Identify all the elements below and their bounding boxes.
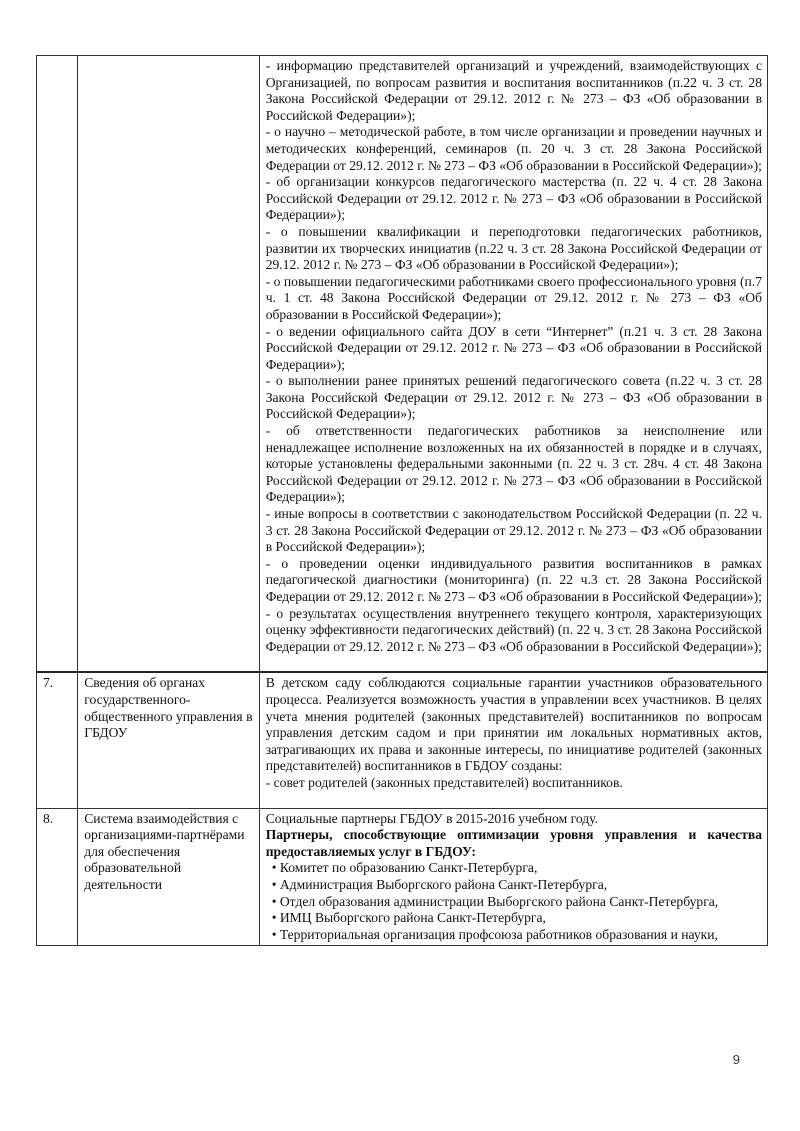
table-row-7: [37, 672, 768, 808]
list-item: - об организации конкурсов педагогического мастерства (п. 22 ч. 4 ст. 28 Закона Российской Федерации от 29.12. 2012 г. № 273 – ФЗ «Об образовании в Российской Федерации»);: [265, 174, 762, 223]
list-item: - о выполнении ранее принятых решений педагогического совета (п.22 ч. 3 ст. 28 Закона Российской Федерации от 29.12. 2012 г. № 273 – ФЗ «Об образовании в Российской Федерации»);: [265, 373, 762, 422]
paragraph: Социальные партнеры ГБДОУ в 2015-2016 учебном году.: [265, 810, 598, 826]
list-item: - о повышении квалификации и переподготовки педагогических работников, развитии их творческих инициатив (п.22 ч. 3 ст. 28 Закона Российской Федерации от 29.12. 2012 г. № 273 – ФЗ «Об образовании в Российской Федерации»);: [265, 223, 762, 273]
spacer: [266, 792, 762, 806]
row-content-cell: [259, 808, 767, 946]
list-item: • ИМЦ Выборгского района Санкт-Петербурга,: [266, 910, 762, 927]
document-table: [36, 55, 768, 946]
list-item: • Администрация Выборгского района Санкт-Петербурга,: [266, 877, 762, 894]
list-item: - об ответственности педагогических работников за неисполнение или ненадлежащее исполнение возложенных на их обязанностей в порядке и в случаях, которые установлены федеральными законными (п. 22 ч. 3 ст. 28ч. 4 ст. 48 Закона Российской Федерации от 29.12. 2012 г. № 273 – ФЗ «Об образовании в Российской Федерации»);: [265, 423, 762, 505]
list-item: - о ведении официального сайта ДОУ в сети “Интернет” (п.21 ч. 3 ст. 28 Закона Российской Федерации от 29.12. 2012 г. № 273 – ФЗ «Об образовании в Российской Федерации»);: [265, 323, 762, 372]
row-number-cell: [37, 56, 78, 673]
list-item: - информацию представителей организаций и учреждений, взаимодействующих с Организацией, по вопросам развития и воспитания воспитанников (п.22 ч. 3 ст. 28 Закона Российской Федерации от 29.12. 2012 г. № 273 – ФЗ «Об образовании в Российской Федерации»);: [265, 58, 762, 123]
paragraph: В детском саду соблюдаются социальные гарантии участников образовательного процесса. Реализуется возможность участия в управлении всех участников. В целях учета мнения родителей (законных представителей) воспитанников по вопросам управления детским садом и при принятии им локальных нормативных актов, затрагивающих их права и законные интересы, по инициативе родителей (законных представителей) воспитанников в ГБДОУ созданы:: [265, 675, 762, 774]
row-name-cell: [78, 56, 259, 673]
list-item: - о результатах осуществления внутреннего текущего контроля, характеризующих оценку эффективности педагогических действий) (п. 22 ч. 3 ст. 28 Закона Российской Федерации от 29.12. 2012 г. № 273 – ФЗ «Об образовании в Российской Федерации»);: [265, 605, 762, 654]
list-item: • Отдел образования администрации Выборгского района Санкт-Петербурга,: [266, 894, 762, 911]
list-item: - о научно – методической работе, в том числе организации и проведении научных и методических конференций, семинаров (п. 20 ч. 3 ст. 28 Закона Российской Федерации от 29.12. 2012 г. № 273 – ФЗ «Об образовании в Российской Федерации»);: [265, 124, 762, 173]
page-number: 9: [732, 1052, 740, 1067]
list-item: • Комитет по образованию Санкт-Петербурга,: [266, 860, 762, 877]
row-content-cell: [259, 56, 767, 673]
table-row-continuation: [37, 56, 768, 673]
section-heading: Партнеры, способствующие оптимизации уровня управления и качества предоставляемых услуг в ГБДОУ:: [265, 827, 762, 859]
row-name-cell: Система взаимодействия с организациями-партнёрами для обеспечения образовательной деятельности: [78, 808, 259, 946]
table-row-8: [37, 808, 768, 946]
row-number-cell: 7.: [37, 672, 78, 808]
list-item: - о повышении педагогическими работниками своего профессионального уровня (п.7 ч. 1 ст. 48 Закона Российской Федерации от 29.12. 2012 г. № 273 – ФЗ «Об образовании в Российской Федерации»);: [265, 273, 762, 322]
list-item: • Территориальная организация профсоюза работников образования и науки,: [266, 927, 762, 944]
row-number-cell: 8.: [37, 808, 78, 946]
row-content-cell: [259, 672, 767, 808]
list-item: - совет родителей (законных представителей) воспитанников.: [265, 774, 623, 790]
spacer: [266, 655, 762, 669]
partner-list: [266, 860, 762, 943]
row-name-cell: Сведения об органах государственного-общественного управления в ГБДОУ: [78, 672, 259, 808]
list-item: - иные вопросы в соответствии с законодательством Российской Федерации (п. 22 ч. 3 ст. 28 Закона Российской Федерации от 29.12. 2012 г. № 273 – ФЗ «Об образовании в Российской Федерации»);: [265, 506, 762, 555]
list-item: - о проведении оценки индивидуального развития воспитанников в рамках педагогической диагностики (мониторинга) (п. 22 ч.3 ст. 28 Закона Российской Федерации от 29.12. 2012 г. № 273 – ФЗ «Об образовании в Российской Федерации»);: [265, 555, 762, 604]
